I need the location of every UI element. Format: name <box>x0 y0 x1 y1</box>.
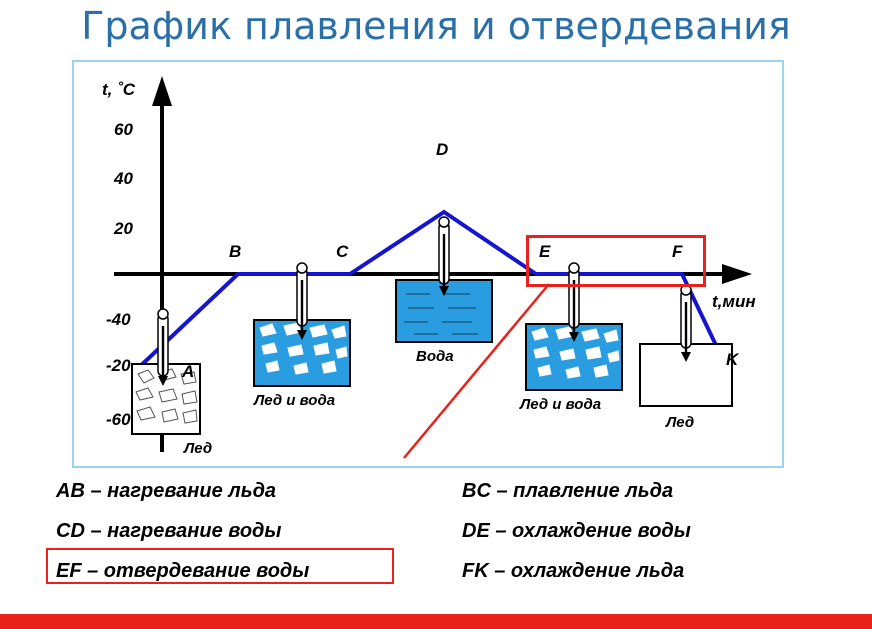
caption-ice-1: Лед <box>184 440 213 457</box>
legend-item-ef: EF – отвердевание воды <box>56 560 310 582</box>
point-label-b: B <box>229 242 242 261</box>
legend-item-cd: CD – нагревание воды <box>56 520 282 542</box>
y-tick-20: 20 <box>114 219 133 238</box>
y-tick-60: 60 <box>114 120 133 139</box>
y-tick-m60: -60 <box>106 410 131 429</box>
point-label-c: C <box>336 242 349 261</box>
ef-legend-highlight <box>46 548 394 584</box>
point-label-k: K <box>726 350 739 369</box>
legend-item-bc: BC – плавление льда <box>462 480 674 502</box>
point-label-a: A <box>182 362 195 381</box>
y-tick-m40: -40 <box>106 310 131 329</box>
point-label-d: D <box>436 140 449 159</box>
legend-item-ab: AB – нагревание льда <box>56 480 277 502</box>
point-label-e: E <box>539 242 551 261</box>
y-axis-label: t, ˚C <box>102 80 136 99</box>
x-axis-label: t,мин <box>712 292 756 311</box>
page-title: График плавления и отвердевания <box>81 4 791 48</box>
point-label-f: F <box>672 242 683 261</box>
legend-item-de: DE – охлаждение воды <box>462 520 691 542</box>
bottom-accent-bar <box>0 614 872 629</box>
caption-ice-water-1: Лед и вода <box>254 392 336 409</box>
caption-water: Вода <box>416 348 454 365</box>
caption-ice-water-2: Лед и вода <box>520 396 602 413</box>
chart-area <box>72 60 784 468</box>
legend-item-fk: FK – охлаждение льда <box>462 560 685 582</box>
y-tick-40: 40 <box>114 169 133 188</box>
y-tick-m20: -20 <box>106 356 131 375</box>
caption-ice-2: Лед <box>666 414 695 431</box>
